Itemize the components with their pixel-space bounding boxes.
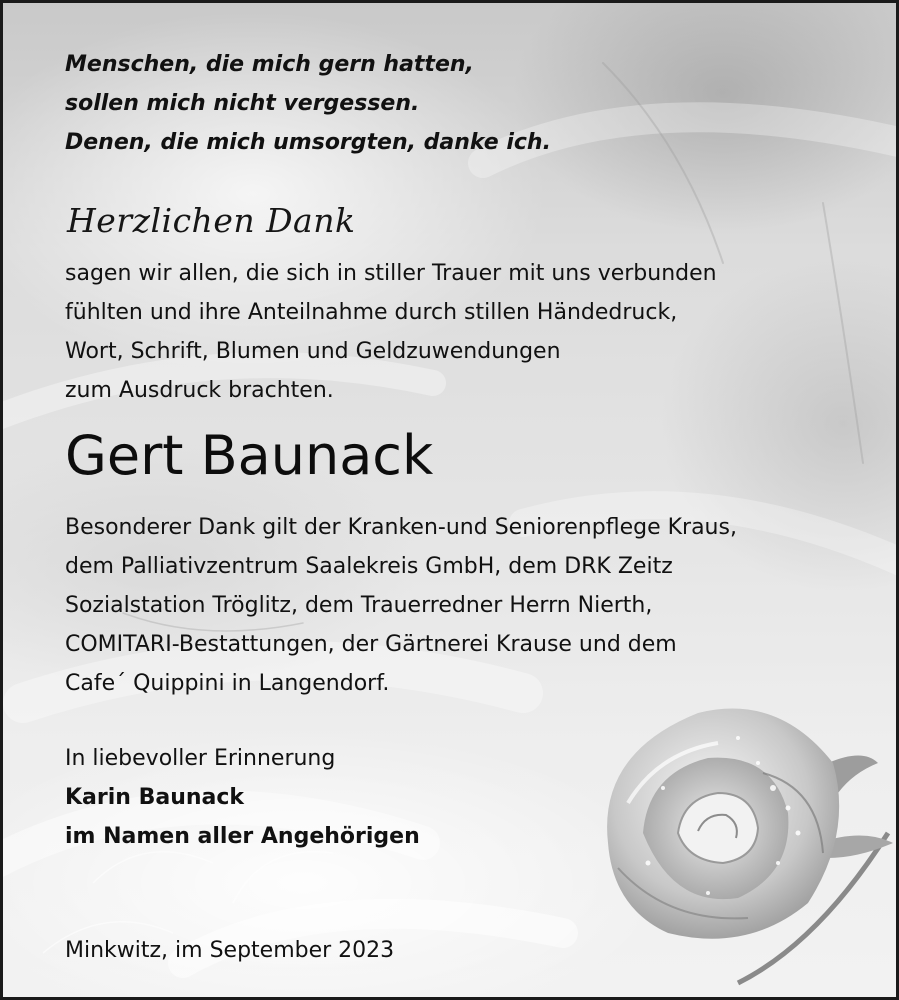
quote-line: Denen, die mich umsorgten, danke ich. xyxy=(65,130,551,155)
signature-name: Karin Baunack xyxy=(65,785,245,810)
signature-block xyxy=(65,739,420,856)
special-thanks-line: Cafe´ Quippini in Langendorf. xyxy=(65,671,390,696)
special-thanks-line: COMITARI-Bestattungen, der Gärtnerei Krause und dem xyxy=(65,632,677,657)
rose-icon xyxy=(588,693,893,993)
special-thanks-line: Besonderer Dank gilt der Kranken-und Seniorenpflege Kraus, xyxy=(65,515,737,540)
signature-intro: In liebevoller Erinnerung xyxy=(65,746,336,771)
special-thanks-paragraph xyxy=(65,508,737,703)
quote-line: sollen mich nicht vergessen. xyxy=(65,91,420,116)
place-date: Minkwitz, im September 2023 xyxy=(65,938,395,963)
thanks-line: fühlten und ihre Anteilnahme durch stillen Händedruck, xyxy=(65,300,678,325)
thanks-line: sagen wir allen, die sich in stiller Trauer mit uns verbunden xyxy=(65,261,717,286)
special-thanks-line: Sozialstation Tröglitz, dem Trauerredner Herrn Nierth, xyxy=(65,593,653,618)
signature-on-behalf: im Namen aller Angehörigen xyxy=(65,824,420,849)
thanks-paragraph xyxy=(65,254,717,410)
thanks-heading: Herzlichen Dank xyxy=(67,201,356,240)
thanks-line: Wort, Schrift, Blumen und Geldzuwendungen xyxy=(65,339,561,364)
memorial-quote xyxy=(65,45,551,162)
thanks-line: zum Ausdruck brachten. xyxy=(65,378,334,403)
quote-line: Menschen, die mich gern hatten, xyxy=(65,52,474,77)
deceased-name: Gert Baunack xyxy=(65,424,434,487)
special-thanks-line: dem Palliativzentrum Saalekreis GmbH, dem DRK Zeitz xyxy=(65,554,673,579)
